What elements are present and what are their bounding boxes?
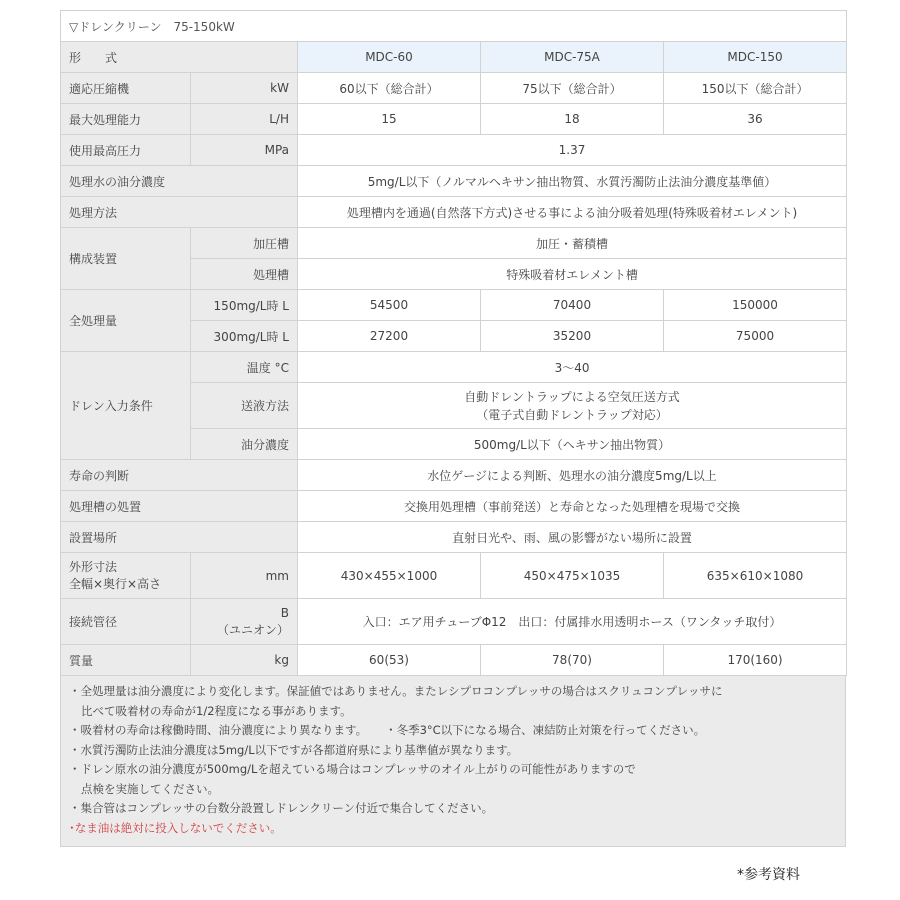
dims-value: 430×455×1000 — [298, 553, 481, 599]
pressure-tank-value: 加圧・蓄積槽 — [298, 228, 847, 259]
dims-unit: mm — [191, 553, 298, 599]
capacity-label: 最大処理能力 — [61, 104, 191, 135]
compressor-value: 150以下（総合計） — [664, 73, 847, 104]
mass-value: 60(53) — [298, 645, 481, 676]
note-warning: ･なま油は絶対に投入しないでください。 — [69, 820, 282, 835]
pipe-unit — [191, 599, 298, 645]
conc-label: 油分濃度 — [191, 429, 298, 460]
temp-value: 3～40 — [298, 352, 847, 383]
spec-table — [60, 10, 847, 676]
notes-box — [60, 676, 846, 847]
pipe-unit-line2: （ユニオン） — [216, 622, 289, 637]
oil-value: 5mg/L以下（ノルマルヘキサン抽出物質、水質汚濁防止法油分濃度基準値） — [298, 166, 847, 197]
note-5: ・集合管はコンプレッサの台数分設置しドレンクリーン付近で集合してください。 — [69, 801, 494, 815]
total-300-label: 300mg/L時 L — [191, 321, 298, 352]
note-4a: ・ドレン原水の油分濃度が500mg/Lを超えている場合はコンプレッサのオイル上がりの可能性がありますので — [69, 762, 636, 776]
compressor-value: 60以下（総合計） — [298, 73, 481, 104]
total-300-value: 35200 — [481, 321, 664, 352]
pressure-value: 1.37 — [298, 135, 847, 166]
total-150-value: 54500 — [298, 290, 481, 321]
location-label: 設置場所 — [61, 522, 298, 553]
dims-label — [61, 553, 191, 599]
mass-label: 質量 — [61, 645, 191, 676]
total-300-value: 27200 — [298, 321, 481, 352]
disposal-label: 処理槽の処置 — [61, 491, 298, 522]
treatment-tank-value: 特殊吸着材エレメント槽 — [298, 259, 847, 290]
note-2b: ・冬季3°C以下になる場合、凍結防止対策を行ってください。 — [385, 723, 706, 737]
dims-value: 635×610×1080 — [664, 553, 847, 599]
compressor-label: 適応圧縮機 — [61, 73, 191, 104]
pressure-label: 使用最高圧力 — [61, 135, 191, 166]
feed-line2: （電子式自動ドレントラップ対応） — [476, 407, 668, 422]
feed-value — [298, 383, 847, 429]
note-2a: ・吸着材の寿命は稼働時間、油分濃度により異なります。 — [69, 723, 368, 737]
total-150-label: 150mg/L時 L — [191, 290, 298, 321]
oil-label: 処理水の油分濃度 — [61, 166, 298, 197]
capacity-value: 18 — [481, 104, 664, 135]
model-label: 形 式 — [61, 42, 298, 73]
treatment-tank-label: 処理槽 — [191, 259, 298, 290]
mass-value: 78(70) — [481, 645, 664, 676]
total-150-value: 150000 — [664, 290, 847, 321]
dims-label-line2: 全幅×奥行×高さ — [69, 576, 162, 591]
method-label: 処理方法 — [61, 197, 298, 228]
model-mdc75a: MDC-75A — [481, 42, 664, 73]
total-150-value: 70400 — [481, 290, 664, 321]
capacity-value: 36 — [664, 104, 847, 135]
temp-label: 温度 °C — [191, 352, 298, 383]
input-label: ドレン入力条件 — [61, 352, 191, 460]
table-title: ▽ドレンクリーン 75-150kW — [61, 11, 847, 42]
spec-sheet — [60, 10, 846, 847]
feed-label: 送液方法 — [191, 383, 298, 429]
pipe-label: 接続管径 — [61, 599, 191, 645]
compressor-value: 75以下（総合計） — [481, 73, 664, 104]
pipe-value: 入口：エア用チューブΦ12 出口：付属排水用透明ホース（ワンタッチ取付） — [298, 599, 847, 645]
pressure-tank-label: 加圧槽 — [191, 228, 298, 259]
dims-value: 450×475×1035 — [481, 553, 664, 599]
conc-value: 500mg/L以下（ヘキサン抽出物質） — [298, 429, 847, 460]
total-300-value: 75000 — [664, 321, 847, 352]
life-value: 水位ゲージによる判断、処理水の油分濃度5mg/L以上 — [298, 460, 847, 491]
compressor-unit: kW — [191, 73, 298, 104]
model-mdc60: MDC-60 — [298, 42, 481, 73]
note-1a: ・全処理量は油分濃度により変化します。保証値ではありません。またレシプロコンプレッサの場合はスクリュコンプレッサに — [69, 684, 723, 698]
composition-label: 構成装置 — [61, 228, 191, 290]
method-value: 処理槽内を通過(自然落下方式)させる事による油分吸着処理(特殊吸着材エレメント) — [298, 197, 847, 228]
mass-value: 170(160) — [664, 645, 847, 676]
mass-unit: kg — [191, 645, 298, 676]
life-label: 寿命の判断 — [61, 460, 298, 491]
disposal-value: 交換用処理槽（事前発送）と寿命となった処理槽を現場で交換 — [298, 491, 847, 522]
model-mdc150: MDC-150 — [664, 42, 847, 73]
note-3: ・水質汚濁防止法油分濃度は5mg/L以下ですが各都道府県により基準値が異なります。 — [69, 742, 519, 757]
total-label: 全処理量 — [61, 290, 191, 352]
pipe-unit-line1: B — [280, 605, 289, 620]
pressure-unit: MPa — [191, 135, 298, 166]
capacity-value: 15 — [298, 104, 481, 135]
note-2 — [69, 721, 837, 741]
dims-label-line1: 外形寸法 — [69, 559, 118, 574]
feed-line1: 自動ドレントラップによる空気圧送方式 — [464, 389, 680, 404]
capacity-unit: L/H — [191, 104, 298, 135]
reference-note: *参考資料 — [737, 867, 800, 883]
note-1b: 比べて吸着材の寿命が1/2程度になる事があります。 — [81, 703, 352, 718]
note-4b: 点検を実施してください。 — [81, 781, 219, 796]
location-value: 直射日光や、雨、風の影響がない場所に設置 — [298, 522, 847, 553]
